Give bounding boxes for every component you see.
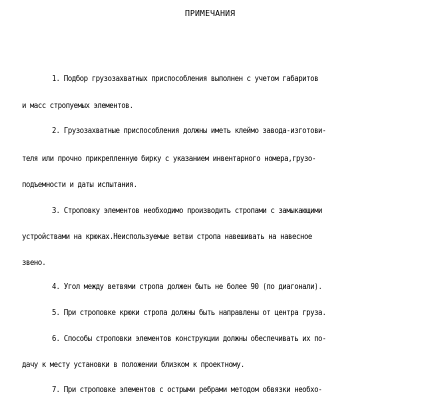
note-2-line-1: 2. Грузозахватные приспособления должны иметь клеймо завода-изготови-	[52, 126, 327, 135]
note-3-line-2: устройствами на крюках.Неиспользуемые ветви стропа навешивать на навесное	[22, 232, 313, 241]
note-1-line-1: 1. Подбор грузозахватных приспособления выполнен с учетом габаритов	[52, 74, 319, 83]
note-2-line-2: теля или прочно прикрепленную бирку с указанием инвентарного номера,грузо-	[22, 154, 316, 163]
note-4-line-1: 4. Угол между ветвями стропа должен быть не более 90 (по диагонали).	[52, 282, 323, 291]
note-7-line-1: 7. При строповке элементов с острыми ребрами методом обвязки необхо-	[52, 385, 323, 394]
page-title: ПРИМЕЧАНИЯ	[185, 9, 236, 18]
note-1-line-2: и масс стропуемых элементов.	[22, 101, 134, 110]
note-6-line-1: 6. Способы строповки элементов конструкции должны обеспечивать их по-	[52, 334, 327, 343]
note-6-line-2: дачу к месту установки в положении близком к проектному.	[22, 360, 245, 369]
note-3-line-1: 3. Строповку элементов необходимо производить стропами с замыкающими	[52, 206, 323, 215]
note-3-line-3: звено.	[22, 258, 46, 267]
note-2-line-3: подъемности и даты испытания.	[22, 180, 138, 189]
note-5-line-1: 5. При строповке крюки стропа должны быть направлены от центра груза.	[52, 308, 327, 317]
